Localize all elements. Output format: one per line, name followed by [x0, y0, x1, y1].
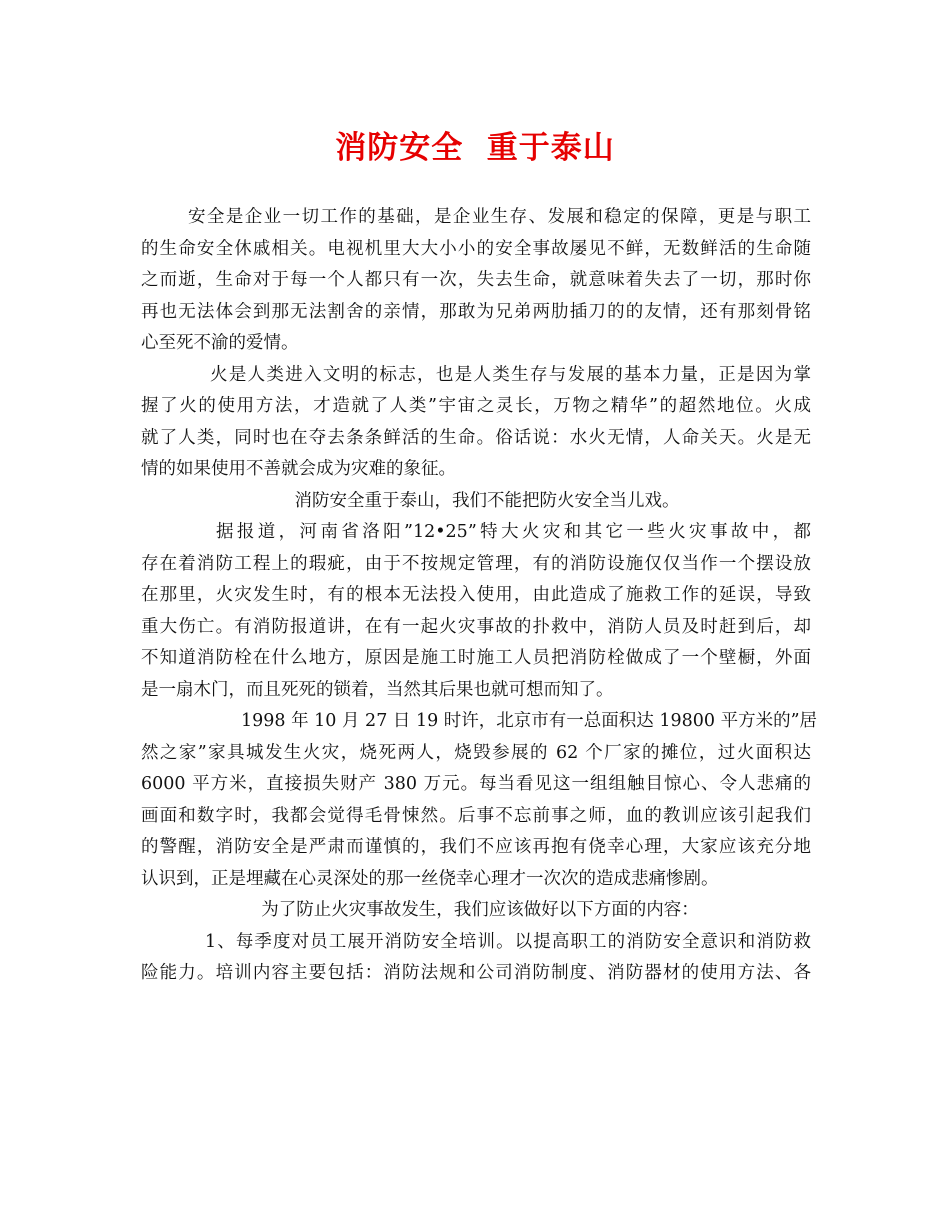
paragraph-line: 然之家”家具城发生火灾，烧死两人，烧毁参展的 62 个厂家的摊位，过火面积达 [141, 742, 811, 763]
paragraph-line: 情的如果使用不善就会成为灾难的象征。 [141, 459, 456, 479]
paragraph-line: 安全是企业一切工作的基础，是企业生存、发展和稳定的保障，更是与职工 [188, 207, 811, 227]
paragraph-line: 火是人类进入文明的标志，也是人类生存与发展的基本力量，正是因为掌 [210, 364, 811, 385]
paragraph-line: 据报道，河南省洛阳”12•25”特大火灾和其它一些火灾事故中，都 [216, 522, 811, 542]
paragraph-line: 再也无法体会到那无法割舍的亲情，那敢为兄弟两肋插刀的的友情，还有那刻骨铭 [141, 301, 811, 322]
paragraph-line: 6000 平方米，直接损失财产 380 万元。每当看见这一组组触目惊心、令人悲痛的 [141, 774, 811, 794]
paragraph-line: 存在着消防工程上的瑕疵，由于不按规定管理，有的消防设施仅仅当作一个摆设放 [141, 553, 811, 574]
paragraph-line: 就了人类，同时也在夺去条条鲜活的生命。俗话说：水火无情，人命关天。火是无 [141, 427, 811, 448]
paragraph-line: 险能力。培训内容主要包括：消防法规和公司消防制度、消防器材的使用方法、各 [141, 963, 811, 983]
paragraph-line: 的警醒，消防安全是严肃而谨慎的，我们不应该再抱有侥幸心理，大家应该充分地 [141, 837, 811, 857]
paragraph-line: 不知道消防栓在什么地方，原因是施工时施工人员把消防栓做成了一个壁橱，外面 [141, 648, 811, 668]
document-title: 消防安全 重于泰山 [335, 130, 615, 166]
paragraph-line: 画面和数字时，我都会觉得毛骨悚然。后事不忘前事之师，血的教训应该引起我们 [141, 805, 811, 826]
paragraph-line: 心至死不渝的爱情。 [141, 333, 299, 353]
paragraph-line: 的生命安全休戚相关。电视机里大大小小的安全事故屡见不鲜，无数鲜活的生命随 [141, 238, 811, 259]
paragraph-line: 握了火的使用方法，才造就了人类”宇宙之灵长，万物之精华”的超然地位。火成 [141, 396, 811, 416]
paragraph-line: 重大伤亡。有消防报道讲，在有一起火灾事故的扑救中，消防人员及时赶到后，却 [141, 616, 811, 637]
paragraph-line: 认识到，正是埋藏在心灵深处的那一丝侥幸心理才一次次的造成悲痛惨剧。 [141, 868, 719, 889]
paragraph-line: 1998 年 10 月 27 日 19 时许，北京市有一总面积达 19800 平方米的”居 [241, 711, 818, 731]
paragraph-line: 之而逝，生命对于每一个人都只有一次，失去生命，就意味着失去了一切，那时你 [141, 270, 811, 290]
paragraph-line: 消防安全重于泰山，我们不能把防火安全当儿戏。 [294, 490, 680, 511]
document-body [141, 202, 818, 990]
paragraph-line: 为了防止火灾事故发生，我们应该做好以下方面的内容： [261, 900, 699, 920]
paragraph-line: 在那里，火灾发生时，有的根本无法投入使用，由此造成了施救工作的延误，导致 [141, 585, 811, 605]
paragraph-line: 是一扇木门，而且死死的锁着，当然其后果也就可想而知了。 [141, 679, 614, 700]
paragraph-line: 1、每季度对员工展开消防安全培训。以提高职工的消防安全意识和消防救 [205, 931, 811, 952]
